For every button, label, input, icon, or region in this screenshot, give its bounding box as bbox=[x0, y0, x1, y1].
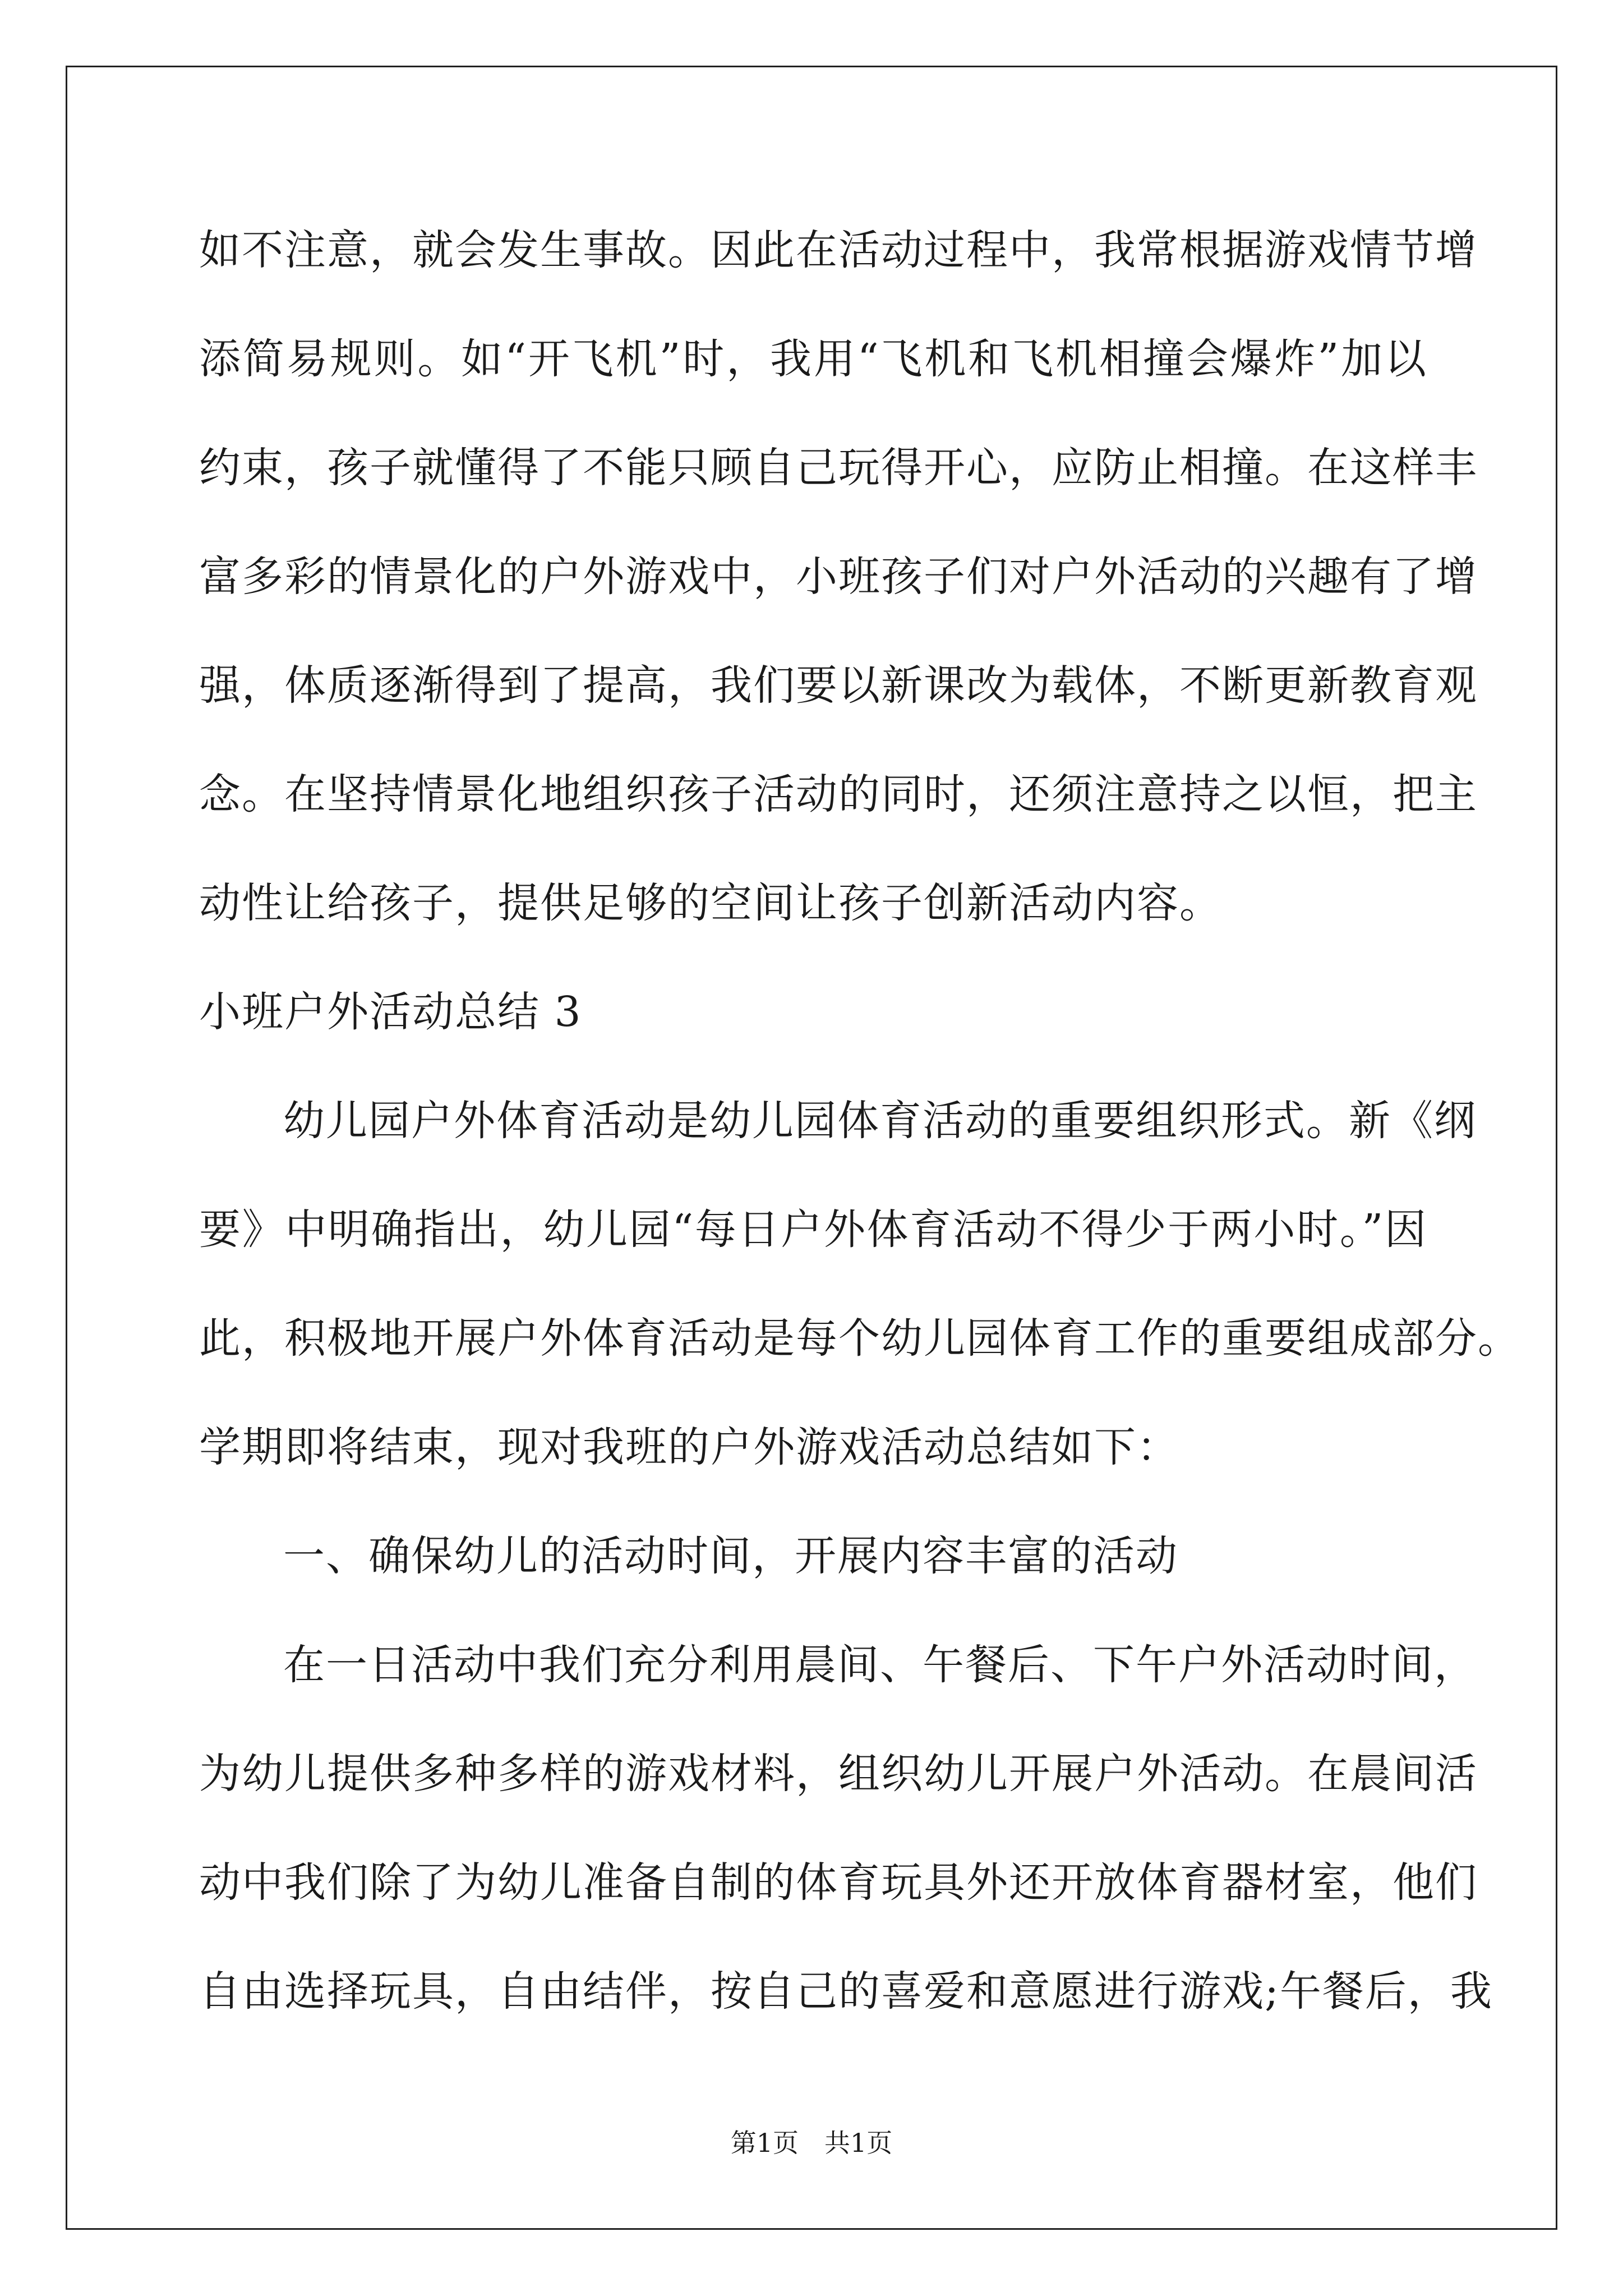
body-text-line: 此，积极地开展户外体育活动是每个幼儿园体育工作的重要组成部分。 bbox=[199, 1314, 1520, 1363]
body-text-line: 要》中明确指出，幼儿园“每日户外体育活动不得少于两小时。”因 bbox=[199, 1205, 1427, 1254]
body-text-line: 幼儿园户外体育活动是幼儿园体育活动的重要组织形式。新《纲 bbox=[283, 1097, 1477, 1145]
page-total: 共1页 bbox=[824, 2128, 893, 2158]
page-footer bbox=[0, 2126, 1623, 2160]
body-text-line: 自由选择玩具，自由结伴，按自己的喜爱和意愿进行游戏;午餐后，我 bbox=[199, 1967, 1493, 2016]
body-text-line: 动中我们除了为幼儿准备自制的体育玩具外还开放体育器材室，他们 bbox=[199, 1858, 1478, 1907]
body-text-line: 强，体质逐渐得到了提高，我们要以新课改为载体，不断更新教育观 bbox=[199, 661, 1478, 710]
section-heading: 小班户外活动总结 3 bbox=[199, 988, 582, 1036]
body-text-line: 学期即将结束，现对我班的户外游戏活动总结如下： bbox=[199, 1423, 1179, 1471]
body-text-line: 念。在坚持情景化地组织孩子活动的同时，还须注意持之以恒，把主 bbox=[199, 770, 1478, 818]
body-text-line: 富多彩的情景化的户外游戏中，小班孩子们对户外活动的兴趣有了增 bbox=[199, 553, 1478, 601]
body-text-line: 如不注意，就会发生事故。因此在活动过程中，我常根据游戏情节增 bbox=[199, 226, 1478, 274]
body-text-line: 动性让给孩子，提供足够的空间让孩子创新活动内容。 bbox=[199, 879, 1222, 927]
body-text-line: 为幼儿提供多种多样的游戏材料，组织幼儿开展户外活动。在晨间活 bbox=[199, 1750, 1478, 1798]
subsection-heading: 一、确保幼儿的活动时间，开展内容丰富的活动 bbox=[283, 1532, 1178, 1580]
page-number: 第1页 bbox=[730, 2128, 799, 2158]
body-text-line: 约束，孩子就懂得了不能只顾自己玩得开心，应防止相撞。在这样丰 bbox=[199, 444, 1478, 492]
body-text-line: 添简易规则。如“开飞机”时，我用“飞机和飞机相撞会爆炸”加以 bbox=[199, 335, 1427, 383]
body-text-line: 在一日活动中我们充分利用晨间、午餐后、下午户外活动时间， bbox=[283, 1641, 1477, 1689]
